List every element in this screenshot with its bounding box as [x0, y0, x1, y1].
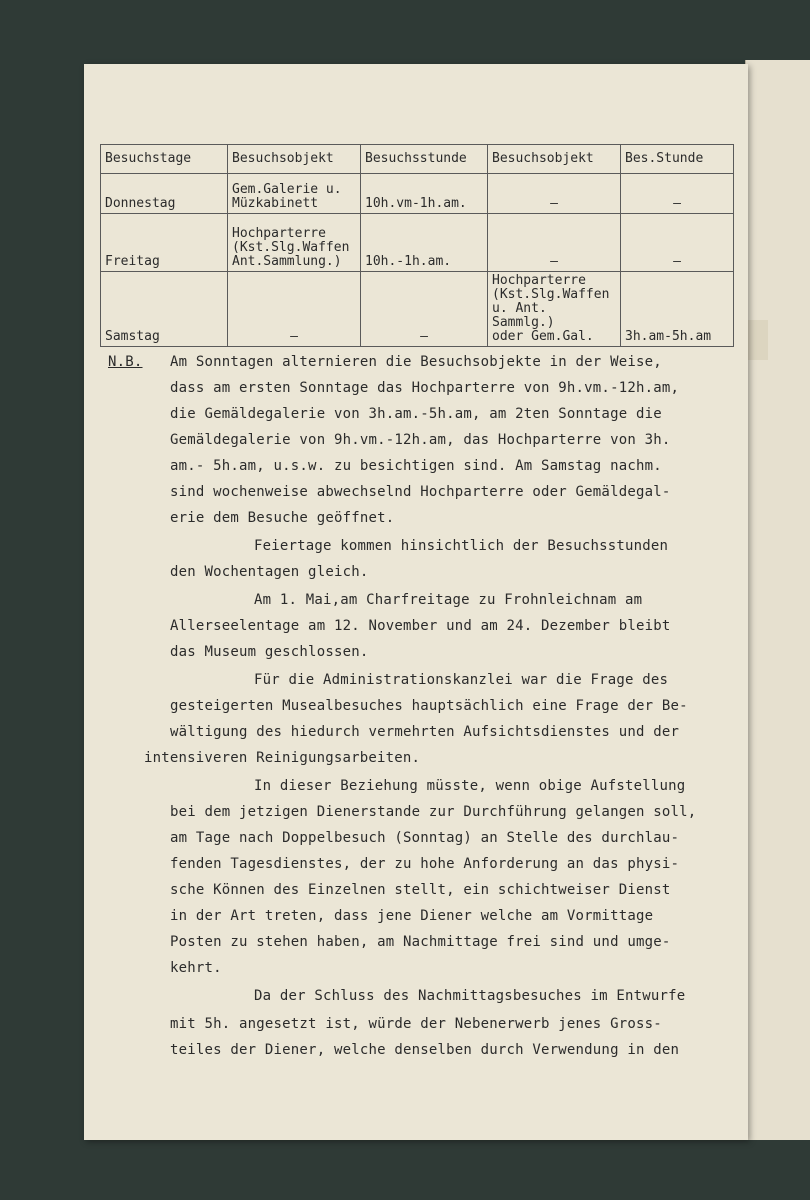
- table-cell: Gem.Galerie u. Müzkabinett: [228, 174, 361, 214]
- header-cell: Bes.Stunde: [621, 145, 734, 174]
- table-cell: Hochparterre (Kst.Slg.Waffen Ant.Sammlung.): [228, 214, 361, 272]
- text-line: dass am ersten Sonntage das Hochparterre von 9h.vm.-12h.am,: [170, 380, 680, 396]
- table-row: [101, 214, 734, 272]
- text-line: den Wochentagen gleich.: [170, 564, 369, 580]
- text-line: sind wochenweise abwechselnd Hochparterre oder Gemäldegal-: [170, 484, 671, 500]
- table-row: [101, 272, 734, 347]
- header-cell: Besuchstage: [101, 145, 228, 174]
- text-line: Am Sonntagen alternieren die Besuchsobjekte in der Weise,: [170, 354, 662, 370]
- nb-label: N.B.: [108, 354, 143, 370]
- table-cell: Samstag: [101, 272, 228, 347]
- table-cell: Donnestag: [101, 174, 228, 214]
- text-line: Allerseelentage am 12. November und am 24. Dezember bleibt: [170, 618, 671, 634]
- text-line: die Gemäldegalerie von 3h.am.-5h.am, am 2ten Sonntage die: [170, 406, 662, 422]
- torn-paper-corner: [748, 320, 768, 360]
- document-page: [84, 64, 748, 1140]
- header-cell: Besuchsobjekt: [228, 145, 361, 174]
- text-line: Posten zu stehen haben, am Nachmittage frei sind und umge-: [170, 934, 671, 950]
- text-line: am.- 5h.am, u.s.w. zu besichtigen sind. Am Samstag nachm.: [170, 458, 662, 474]
- text-line: Gemäldegalerie von 9h.vm.-12h.am, das Hochparterre von 3h.: [170, 432, 671, 448]
- text-line: In dieser Beziehung müsste, wenn obige Aufstellung: [254, 778, 686, 794]
- text-line: teiles der Diener, welche denselben durch Verwendung in den: [170, 1042, 680, 1058]
- table-cell: Freitag: [101, 214, 228, 272]
- text-line: gesteigerten Musealbesuches hauptsächlich eine Frage der Be-: [170, 698, 688, 714]
- text-line: Da der Schluss des Nachmittagsbesuches im Entwurfe: [254, 988, 686, 1004]
- table-cell: —: [361, 272, 488, 347]
- adjacent-page-edge: [745, 60, 810, 1140]
- text-line: in der Art treten, dass jene Diener welche am Vormittage: [170, 908, 654, 924]
- table-cell: Hochparterre (Kst.Slg.Waffen u. Ant. Sammlg.) oder Gem.Gal.: [488, 272, 621, 347]
- visiting-hours-table: [100, 144, 734, 347]
- table-cell: –: [488, 174, 621, 214]
- table-cell: —: [228, 272, 361, 347]
- text-line: wältigung des hiedurch vermehrten Aufsichtsdienstes und der: [170, 724, 680, 740]
- table-cell: 3h.am-5h.am: [621, 272, 734, 347]
- text-line: mit 5h. angesetzt ist, würde der Nebenerwerb jenes Gross-: [170, 1016, 662, 1032]
- table-cell: –: [488, 214, 621, 272]
- text-line: bei dem jetzigen Dienerstande zur Durchführung gelangen soll,: [170, 804, 697, 820]
- table-cell: –: [621, 174, 734, 214]
- text-line: am Tage nach Doppelbesuch (Sonntag) an Stelle des durchlau-: [170, 830, 680, 846]
- text-line: das Museum geschlossen.: [170, 644, 369, 660]
- text-line: erie dem Besuche geöffnet.: [170, 510, 395, 526]
- text-line: sche Können des Einzelnen stellt, ein schichtweiser Dienst: [170, 882, 671, 898]
- table-header-row: [101, 145, 734, 174]
- table-row: [101, 174, 734, 214]
- table-cell: –: [621, 214, 734, 272]
- text-line: kehrt.: [170, 960, 222, 976]
- header-cell: Besuchsobjekt: [488, 145, 621, 174]
- text-line: intensiveren Reinigungsarbeiten.: [144, 750, 421, 766]
- text-line: Am 1. Mai,am Charfreitage zu Frohnleichnam am: [254, 592, 643, 608]
- header-cell: Besuchsstunde: [361, 145, 488, 174]
- text-line: fenden Tagesdienstes, der zu hohe Anforderung an das physi-: [170, 856, 680, 872]
- table-cell: 10h.vm-1h.am.: [361, 174, 488, 214]
- table-cell: 10h.-1h.am.: [361, 214, 488, 272]
- text-line: Für die Administrationskanzlei war die Frage des: [254, 672, 669, 688]
- text-line: Feiertage kommen hinsichtlich der Besuchsstunden: [254, 538, 669, 554]
